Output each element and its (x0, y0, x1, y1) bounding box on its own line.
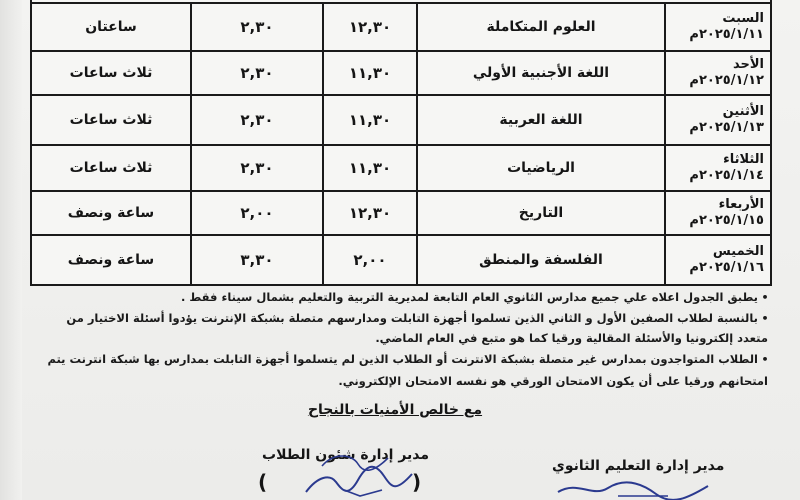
page-edge-shadow (0, 0, 22, 500)
end-time: ٢,٣٠ (240, 111, 274, 129)
day-name: الثلاثاء (723, 152, 764, 167)
start-time: ١١,٣٠ (348, 159, 392, 177)
subject: الفلسفة والمنطق (479, 252, 603, 268)
duration: ساعة ونصف (67, 205, 155, 221)
day-name: الأحد (732, 57, 764, 72)
note-line: •يطبق الجدول اعلاه علي جميع مدارس الثانوي العام التابعة لمديرية التربية والتعليم بشمال سيناء فقط . (181, 290, 772, 304)
duration: ثلاث ساعات (69, 160, 153, 176)
duration: ثلاث ساعات (69, 65, 153, 81)
note-line: •الطلاب المتواجدون بمدارس غير متصلة بشبكة الانترنت أو الطلاب الذين لم يتسلموا أجهزة التابلت بمدارس بها شبكة انترنت يتم (47, 352, 772, 366)
day-name: الأثنين (722, 104, 764, 119)
duration: ساعة ونصف (67, 252, 155, 268)
open-paren: ( (258, 470, 268, 494)
duration: ثلاث ساعات (69, 112, 153, 128)
start-time: ١١,٣٠ (348, 64, 392, 82)
subject: الرياضيات (507, 160, 575, 176)
subject: اللغة العربية (499, 112, 583, 128)
day-name: السبت (722, 11, 764, 26)
bullet-icon: • (761, 312, 769, 325)
start-time: ١١,٣٠ (348, 111, 392, 129)
start-time: ٢,٠٠ (353, 251, 387, 269)
end-time: ٢,٠٠ (240, 204, 274, 222)
note-line: •بالنسبة لطلاب الصفين الأول و الثاني الذين تسلموا أجهزة التابلت ومدارسهم متصلة بشبكة الإنترنت يؤدوا أسئلة الاختيار من (66, 311, 772, 325)
day-date: ٢٠٢٥/١/١٢م (689, 73, 764, 88)
day-name: الأربعاء (718, 197, 764, 212)
subject: العلوم المتكاملة (486, 19, 596, 35)
day-date: ٢٠٢٥/١/١٣م (689, 120, 764, 135)
end-time: ٢,٣٠ (240, 18, 274, 36)
duration: ساعتان (85, 19, 137, 35)
end-time: ٢,٣٠ (240, 159, 274, 177)
closing-wishes: مع خالص الأمنيات بالنجاح (307, 402, 483, 418)
signature-title-secondary-education: مدير إدارة التعليم الثانوي (552, 458, 725, 474)
subject: التاريخ (518, 205, 564, 221)
note-line: امتحانهم ورقيا على أن يكون الامتحان الورقي هو نفسه الامتحان الإلكتروني. (338, 374, 768, 388)
bullet-icon: • (761, 353, 769, 366)
day-name: الخميس (712, 244, 764, 259)
close-paren: ) (412, 470, 422, 494)
signature-title-student-affairs: مدير إدارة شئون الطلاب (262, 447, 430, 463)
end-time: ٣,٣٠ (240, 251, 274, 269)
day-date: ٢٠٢٥/١/١٥م (689, 213, 764, 228)
start-time: ١٢,٣٠ (348, 18, 392, 36)
end-time: ٢,٣٠ (240, 64, 274, 82)
subject: اللغة الأجنبية الأولي (472, 65, 610, 81)
day-date: ٢٠٢٥/١/١١م (689, 27, 764, 42)
note-line: متعدد إلكترونيا والأسئلة المقالية ورقيا كما هو متبع في العام الماضي. (375, 331, 768, 345)
start-time: ١٢,٣٠ (348, 204, 392, 222)
bullet-icon: • (761, 291, 769, 304)
handwritten-signature-right (548, 478, 718, 500)
handwritten-signature-left (300, 446, 420, 500)
day-date: ٢٠٢٥/١/١٤م (689, 168, 764, 183)
day-date: ٢٠٢٥/١/١٦م (689, 260, 764, 275)
notes-block (30, 0, 772, 500)
